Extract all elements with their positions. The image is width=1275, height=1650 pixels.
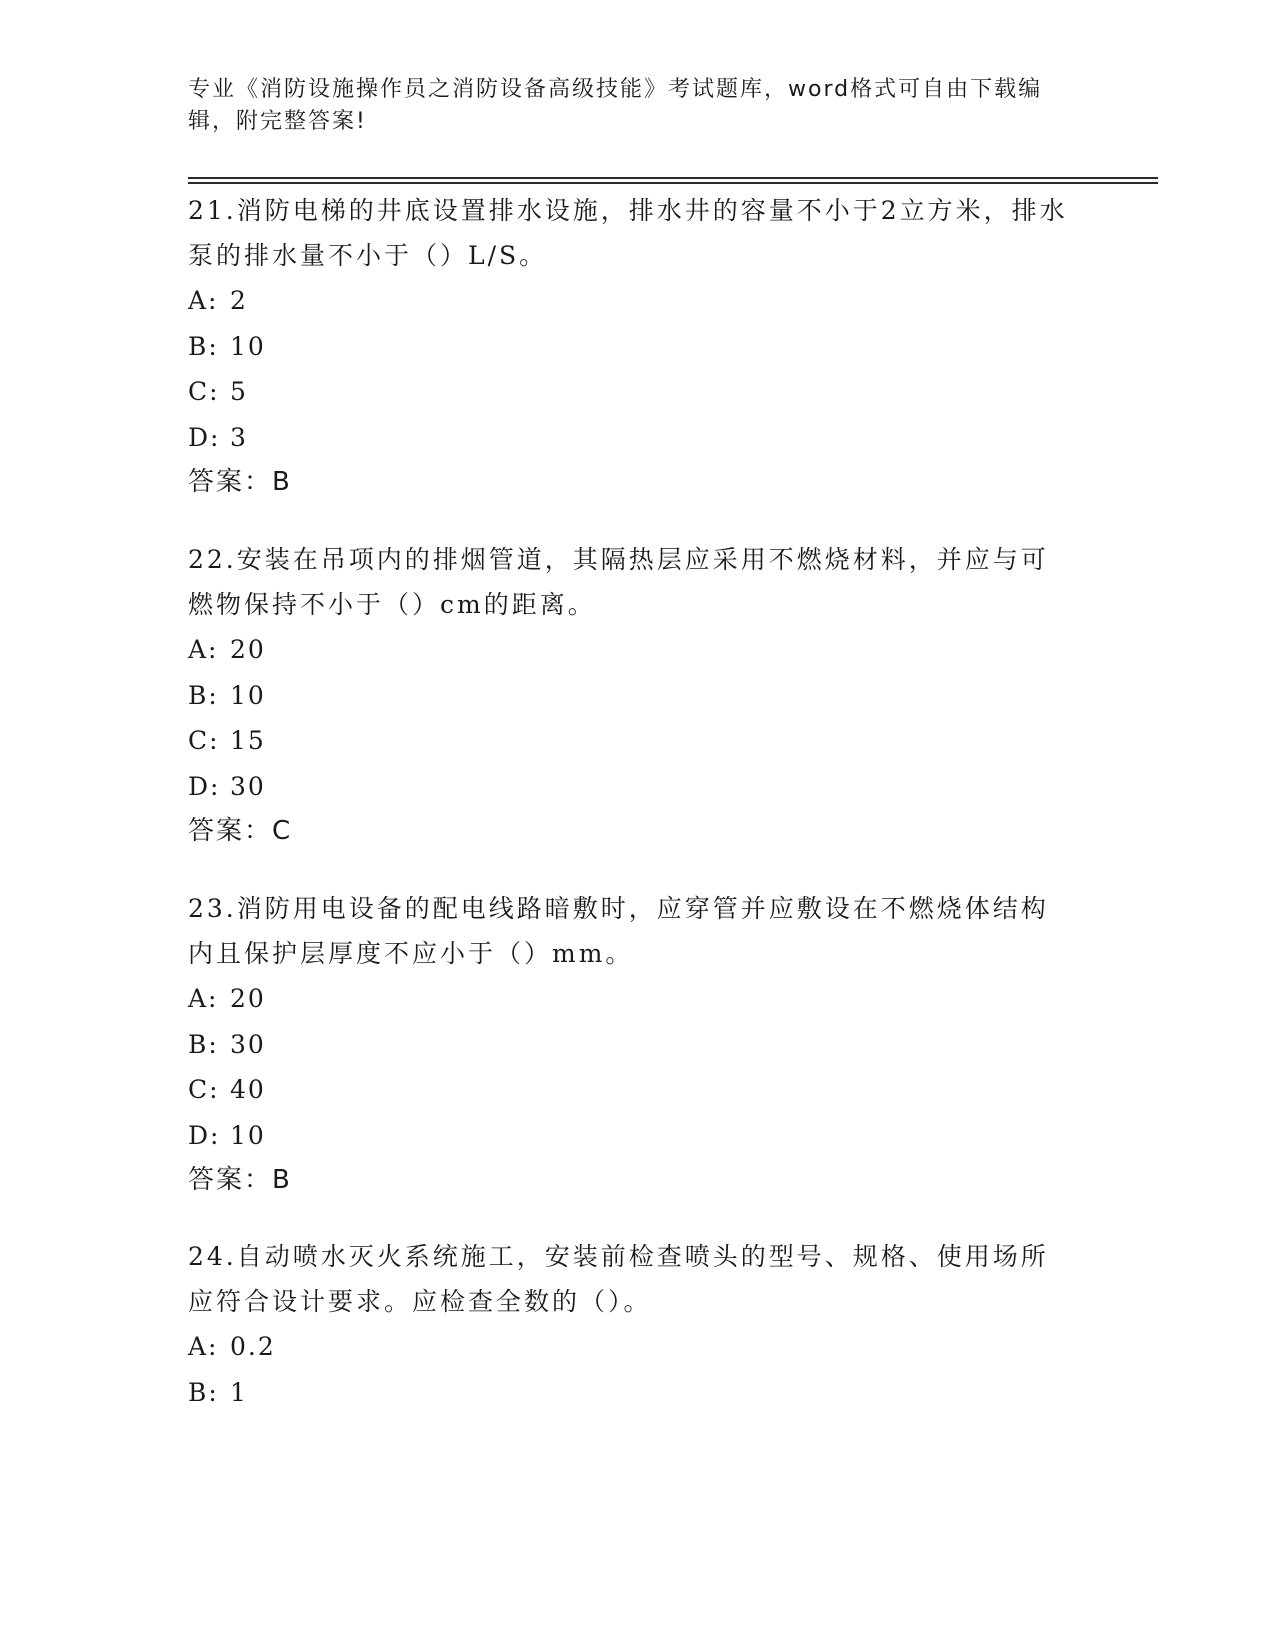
option-b	[188, 1370, 1068, 1416]
option-text: 20	[230, 635, 266, 664]
option-list	[188, 1324, 1068, 1415]
answer-line: 答案：B	[188, 467, 292, 497]
option-letter: B:	[188, 1029, 219, 1059]
option-d	[188, 415, 1068, 461]
option-a	[188, 627, 1068, 673]
question-23	[188, 886, 1068, 1202]
option-list	[188, 627, 1068, 809]
option-letter: B:	[188, 331, 219, 361]
header-divider	[188, 182, 1158, 184]
option-text: 40	[230, 1075, 266, 1104]
question-21	[188, 188, 1068, 504]
option-a	[188, 278, 1068, 324]
option-text: 10	[230, 1120, 266, 1150]
option-letter: C:	[188, 377, 220, 406]
option-letter: D:	[188, 771, 221, 801]
option-text: 3	[230, 422, 248, 452]
option-list	[188, 278, 1068, 460]
option-d	[188, 1113, 1068, 1159]
option-letter: C:	[188, 1075, 220, 1104]
option-text: 2	[230, 286, 248, 315]
option-c	[188, 718, 1068, 764]
option-text: 1	[230, 1377, 248, 1407]
header-divider	[188, 177, 1158, 179]
option-letter: D:	[188, 1120, 221, 1150]
option-d	[188, 764, 1068, 810]
question-stem: 22.安装在吊项内的排烟管道，其隔热层应采用不燃烧材料，并应与可燃物保持不小于（）cm的距离。	[188, 545, 1049, 619]
question-stem: 23.消防用电设备的配电线路暗敷时，应穿管并应敷设在不燃烧体结构内且保护层厚度不应小于（）mm。	[188, 894, 1049, 968]
option-text: 20	[230, 984, 266, 1013]
option-letter: B:	[188, 1377, 219, 1407]
option-b	[188, 673, 1068, 719]
option-letter: A:	[188, 1332, 219, 1361]
option-text: 5	[230, 377, 248, 406]
option-list	[188, 976, 1068, 1158]
option-text: 10	[230, 331, 266, 361]
option-a	[188, 976, 1068, 1022]
option-text: 30	[230, 771, 266, 801]
option-letter: A:	[188, 635, 219, 664]
document-header: 专业《消防设施操作员之消防设备高级技能》考试题库，word格式可自由下载编辑，附完整答案!	[188, 77, 1043, 134]
option-letter: B:	[188, 680, 219, 710]
question-22	[188, 537, 1068, 853]
question-24	[188, 1234, 1068, 1415]
option-letter: D:	[188, 422, 221, 452]
option-letter: C:	[188, 726, 220, 755]
option-b	[188, 1022, 1068, 1068]
option-c	[188, 369, 1068, 415]
answer-line: 答案：C	[188, 816, 293, 846]
option-text: 10	[230, 680, 266, 710]
option-a	[188, 1324, 1068, 1370]
answer-line: 答案：B	[188, 1165, 292, 1195]
option-letter: A:	[188, 286, 219, 315]
option-c	[188, 1067, 1068, 1113]
option-text: 30	[230, 1029, 266, 1059]
option-letter: A:	[188, 984, 219, 1013]
option-b	[188, 324, 1068, 370]
option-text: 15	[230, 726, 266, 755]
question-stem: 21.消防电梯的井底设置排水设施，排水井的容量不小于2立方米，排水泵的排水量不小于（）L/S。	[188, 196, 1068, 270]
question-stem: 24.自动喷水灭火系统施工，安装前检查喷头的型号、规格、使用场所应符合设计要求。应检查全数的（）。	[188, 1242, 1049, 1316]
option-text: 0.2	[230, 1332, 276, 1361]
